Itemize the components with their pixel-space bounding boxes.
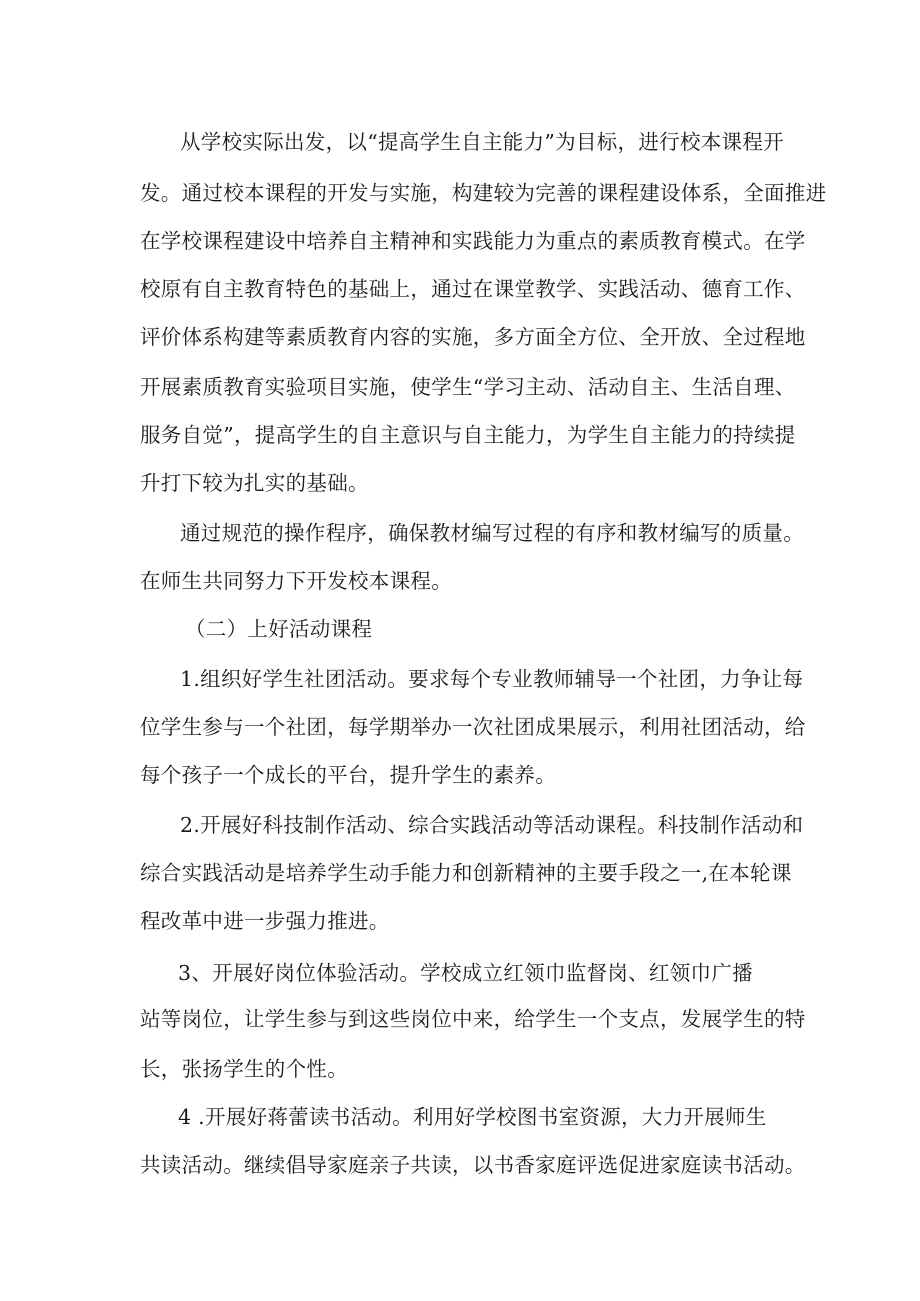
paragraph-line: 评价体系构建等素质教育内容的实施，多方面全方位、全开放、全过程地 — [140, 325, 806, 349]
paragraph-line: 发。通过校本课程的开发与实施，构建较为完善的课程建设体系，全面推进 — [140, 181, 827, 205]
paragraph-line: 综合实践活动是培养学生动手能力和创新精神的主要手段之一,在本轮课 — [140, 861, 792, 885]
list-item-line: 3、开展好岗位体验活动。学校成立红领巾监督岗、红领巾广播 — [178, 961, 753, 985]
paragraph-line: 服务自觉”，提高学生的自主意识与自主能力，为学生自主能力的持续提 — [140, 423, 796, 447]
paragraph-line: 长，张扬学生的个性。 — [140, 1057, 348, 1081]
paragraph-line: 开展素质教育实验项目实施，使学生“学习主动、活动自主、生活自理、 — [140, 375, 796, 399]
paragraph-line: 共读活动。继续倡导家庭亲子共读，以书香家庭评选促进家庭读书活动。 — [140, 1153, 806, 1177]
list-item-line: 1.组织好学生社团活动。要求每个专业教师辅导一个社团，力争让每 — [180, 667, 804, 691]
paragraph-line: 通过规范的操作程序，确保教材编写过程的有序和教材编写的质量。 — [180, 521, 804, 545]
paragraph-line: 每个孩子一个成长的平台，提升学生的素养。 — [140, 763, 556, 787]
paragraph-line: 在师生共同努力下开发校本课程。 — [140, 569, 452, 593]
paragraph-line: 位学生参与一个社团，每学期举办一次社团成果展示，利用社团活动，给 — [140, 715, 806, 739]
paragraph-line: 在学校课程建设中培养自主精神和实践能力为重点的素质教育模式。在学 — [140, 229, 806, 253]
list-item-line: 4 .开展好蒋蕾读书活动。利用好学校图书室资源，大力开展师生 — [178, 1105, 767, 1129]
section-heading: （二）上好活动课程 — [185, 617, 373, 641]
paragraph-line: 升打下较为扎实的基础。 — [140, 471, 369, 495]
paragraph-line: 从学校实际出发，以“提高学生自主能力”为目标，进行校本课程开 — [180, 130, 784, 154]
paragraph-line: 程改革中进一步强力推进。 — [140, 909, 390, 933]
paragraph-line: 站等岗位，让学生参与到这些岗位中来，给学生一个支点，发展学生的特 — [140, 1007, 806, 1031]
paragraph-line: 校原有自主教育特色的基础上，通过在课堂教学、实践活动、德育工作、 — [140, 277, 806, 301]
list-item-line: 2.开展好科技制作活动、综合实践活动等活动课程。科技制作活动和 — [180, 813, 804, 837]
